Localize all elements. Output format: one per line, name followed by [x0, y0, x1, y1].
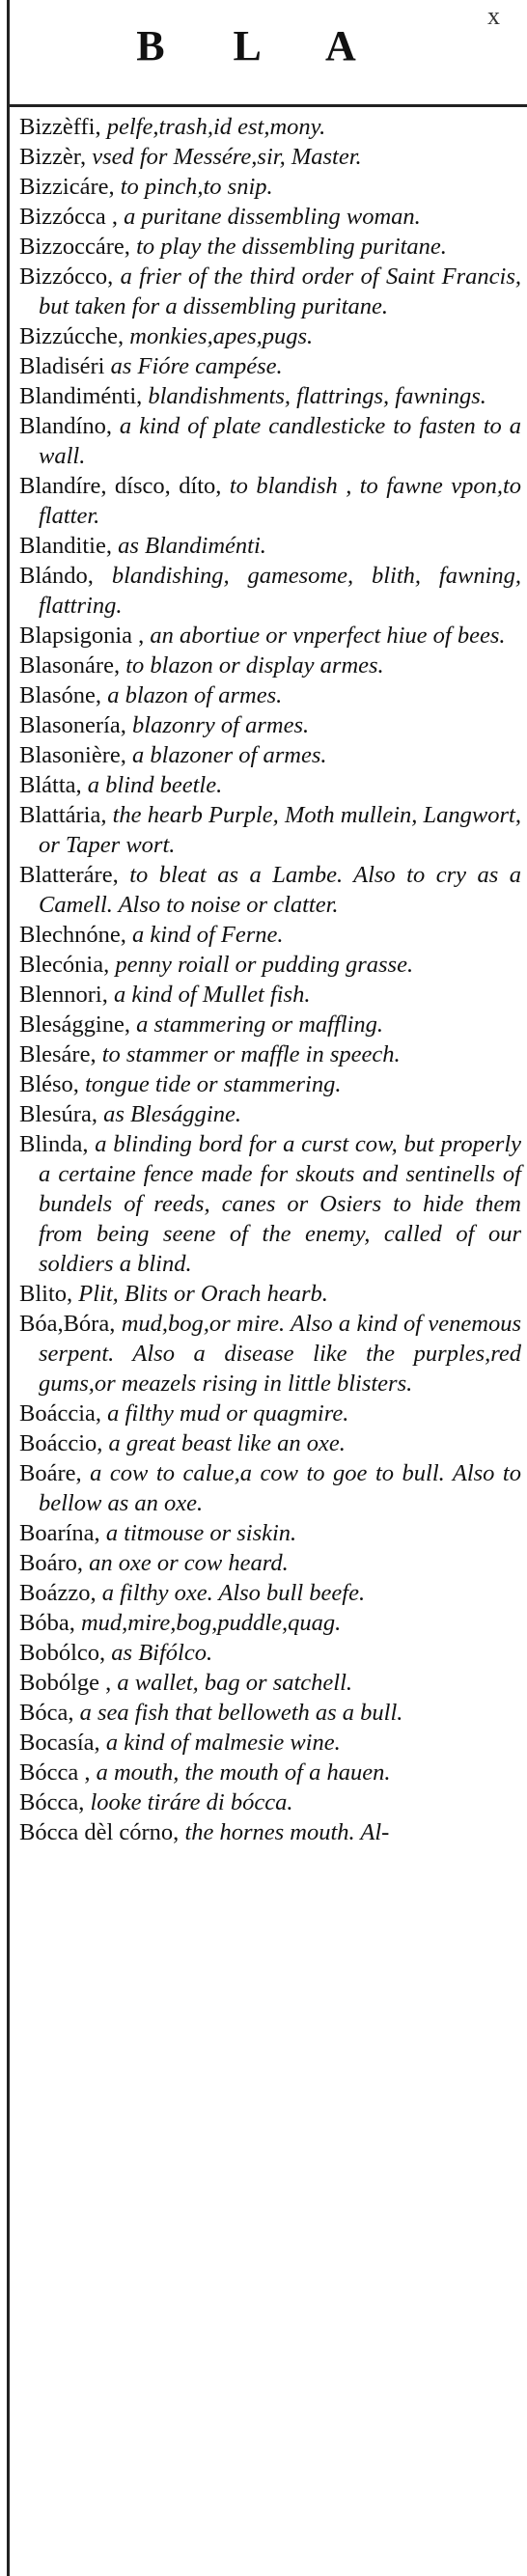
entry-definition: a stammering or maffling.: [136, 1011, 384, 1038]
entry-headword: Blesággine,: [19, 1011, 130, 1038]
entry-headword: Boázzo,: [19, 1580, 97, 1606]
entry-definition: a kind of plate candlesticke to fasten to a wall.: [39, 413, 521, 469]
entry-definition: as Fióre campése.: [110, 353, 283, 379]
entry-definition: to play the dissembling puritane.: [136, 234, 447, 260]
entry-definition: a kind of Mullet fish.: [114, 982, 311, 1008]
dictionary-entry: [19, 1069, 521, 1099]
entry-definition: a puritane dissembling woman.: [124, 204, 421, 230]
dictionary-entry: [19, 202, 521, 232]
entry-definition: pelfe,trash,id est,mony.: [106, 114, 326, 140]
left-border-rule: [7, 0, 10, 2576]
entry-headword: Bizzèffi,: [19, 114, 101, 140]
dictionary-entry: [19, 1428, 521, 1458]
page-header: B L A: [136, 22, 385, 69]
entry-definition: a filthy mud or quagmire.: [107, 1400, 349, 1426]
dictionary-entry: [19, 621, 521, 651]
dictionary-entry: [19, 321, 521, 351]
entry-definition: a sea fish that belloweth as a bull.: [79, 1700, 403, 1726]
entry-definition: a kind of Ferne.: [132, 922, 284, 948]
dictionary-entry: [19, 232, 521, 262]
entry-definition: to stammer or maffle in speech.: [101, 1041, 401, 1067]
entry-headword: Blasonière,: [19, 742, 126, 768]
dictionary-entry: [19, 920, 521, 950]
dictionary-entry: [19, 1728, 521, 1758]
dictionary-entry: [19, 1458, 521, 1518]
entry-definition: a kind of malmesie wine.: [105, 1730, 341, 1756]
dictionary-entry: [19, 710, 521, 740]
dictionary-entry: [19, 1758, 521, 1787]
header-rule: [7, 104, 527, 107]
dictionary-entry: [19, 1518, 521, 1548]
entry-definition: an oxe or cow heard.: [89, 1550, 289, 1576]
dictionary-entry: [19, 1787, 521, 1817]
dictionary-entry: [19, 651, 521, 680]
dictionary-entry: [19, 561, 521, 621]
dictionary-entry: [19, 860, 521, 920]
entry-definition: a blind beetle.: [87, 772, 223, 798]
dictionary-entry: [19, 1578, 521, 1608]
dictionary-entry: [19, 381, 521, 411]
entry-definition: mud,bog,or mire. Also a kind of venemous serpent. Also a disease like the purples,red gums,or meazels rising in little blisters.: [39, 1311, 522, 1397]
entry-headword: Bócca dèl córno,: [19, 1819, 180, 1845]
dictionary-entry: [19, 172, 521, 202]
entry-headword: Bladiséri: [19, 353, 105, 379]
entry-definition: a blinding bord for a curst cow, but properly a certaine fence made for skouts and sentinells of bundels of reeds, canes or Osiers to hide them from being seene of the enemy, called of our soldiers a blind.: [39, 1131, 521, 1277]
dictionary-entry: [19, 1698, 521, 1728]
dictionary-entry: [19, 950, 521, 980]
entry-headword: Blandiménti,: [19, 383, 143, 409]
dictionary-entry: [19, 1010, 521, 1039]
entry-headword: Boáccia,: [19, 1400, 102, 1426]
entry-definition: to bleat as a Lambe. Also to cry as a Camell. Also to noise or clatter.: [39, 862, 522, 918]
dictionary-entry: [19, 262, 521, 321]
entry-headword: Bocasía,: [19, 1730, 100, 1756]
entry-definition: vsed for Messére,sir, Master.: [92, 144, 362, 170]
entry-headword: Bóca,: [19, 1700, 74, 1726]
entry-definition: a filthy oxe. Also bull beefe.: [101, 1580, 366, 1606]
entry-definition: blandishments, flattrings, fawnings.: [148, 383, 486, 409]
corner-mark: x: [487, 2, 500, 30]
entry-headword: Bóba,: [19, 1610, 75, 1636]
entry-definition: a wallet, bag or satchell.: [117, 1670, 353, 1696]
entry-definition: as Bifólco.: [111, 1640, 213, 1666]
entry-definition: a great beast like an oxe.: [108, 1430, 346, 1456]
entry-headword: Bizzicáre,: [19, 174, 115, 200]
entry-definition: a blazoner of armes.: [132, 742, 327, 768]
entry-definition: mud,mire,bog,puddle,quag.: [80, 1610, 342, 1636]
entry-headword: Bócca,: [19, 1789, 85, 1815]
entry-definition: penny roiall or pudding grasse.: [115, 952, 414, 978]
entry-headword: Bobólco,: [19, 1640, 106, 1666]
entry-definition: blandishing, gamesome, blith, fawning, flattring.: [39, 563, 522, 619]
entry-definition: a frier of the third order of Saint Francis, but taken for a dissembling puritane.: [39, 263, 521, 319]
entry-headword: Blasóne,: [19, 682, 102, 708]
entry-headword: Bizzócca ,: [19, 204, 119, 230]
entry-headword: Blesúra,: [19, 1101, 97, 1127]
dictionary-entry: [19, 1309, 521, 1399]
entry-definition: as Blesággine.: [103, 1101, 241, 1127]
entry-headword: Blandíno,: [19, 413, 112, 439]
entry-headword: Blandíre, dísco, díto,: [19, 473, 222, 499]
entry-headword: Bizzoccáre,: [19, 234, 130, 260]
entry-list: [19, 112, 521, 1847]
entry-headword: Boarína,: [19, 1520, 100, 1546]
dictionary-entry: [19, 471, 521, 531]
entry-headword: Boáre,: [19, 1460, 82, 1486]
entry-headword: Blechnóne,: [19, 922, 126, 948]
entry-headword: Bléso,: [19, 1071, 79, 1097]
dictionary-entry: [19, 411, 521, 471]
entry-headword: Bóa,Bóra,: [19, 1311, 116, 1337]
dictionary-entry: [19, 1638, 521, 1668]
entry-definition: tongue tide or stammering.: [85, 1071, 342, 1097]
entry-definition: to blazon or display armes.: [125, 652, 384, 679]
entry-definition: the hornes mouth. Al-: [184, 1819, 390, 1845]
dictionary-entry: [19, 351, 521, 381]
dictionary-entry: [19, 1039, 521, 1069]
entry-definition: to blandish , to fawne vpon,to flatter.: [39, 473, 521, 529]
entry-definition: a mouth, the mouth of a hauen.: [96, 1759, 391, 1786]
entry-headword: Blecónia,: [19, 952, 110, 978]
entry-definition: a titmouse or siskin.: [105, 1520, 297, 1546]
entry-definition: the hearb Purple, Moth mullein, Langwort, or Taper wort.: [39, 802, 521, 858]
dictionary-entry: [19, 142, 521, 172]
entry-definition: a blazon of armes.: [107, 682, 283, 708]
dictionary-entry: [19, 1099, 521, 1129]
entry-definition: monkies,apes,pugs.: [129, 323, 314, 349]
entry-headword: Blapsigonia ,: [19, 623, 145, 649]
entry-headword: Blito,: [19, 1281, 73, 1307]
dictionary-entry: [19, 1608, 521, 1638]
dictionary-entry: [19, 1399, 521, 1428]
dictionary-entry: [19, 770, 521, 800]
dictionary-entry: [19, 1668, 521, 1698]
entry-headword: Bócca ,: [19, 1759, 91, 1786]
dictionary-entry: [19, 680, 521, 710]
entry-definition: Plit, Blits or Orach hearb.: [78, 1281, 328, 1307]
entry-definition: as Blandiménti.: [118, 533, 266, 559]
dictionary-entry: [19, 1279, 521, 1309]
entry-definition: a cow to calue,a cow to goe to bull. Also to bellow as an oxe.: [39, 1460, 521, 1516]
entry-headword: Blatteráre,: [19, 862, 119, 888]
dictionary-entry: [19, 740, 521, 770]
entry-headword: Bizzócco,: [19, 263, 114, 290]
dictionary-entry: [19, 980, 521, 1010]
entry-definition: looke tiráre di bócca.: [90, 1789, 293, 1815]
dictionary-entry: [19, 1129, 521, 1279]
entry-headword: Boáro,: [19, 1550, 83, 1576]
dictionary-entry: [19, 1817, 521, 1847]
entry-headword: Boáccio,: [19, 1430, 103, 1456]
entry-headword: Blasonáre,: [19, 652, 121, 679]
entry-headword: Blesáre,: [19, 1041, 97, 1067]
entry-headword: Blennori,: [19, 982, 108, 1008]
entry-headword: Blattária,: [19, 802, 107, 828]
entry-headword: Bizzúcche,: [19, 323, 125, 349]
entry-headword: Bizzèr,: [19, 144, 87, 170]
entry-headword: Bobólge ,: [19, 1670, 112, 1696]
entry-headword: Blasonería,: [19, 712, 126, 738]
dictionary-entry: [19, 1548, 521, 1578]
entry-definition: an abortiue or vnperfect hiue of bees.: [150, 623, 506, 649]
entry-headword: Blinda,: [19, 1131, 89, 1157]
entry-definition: blazonry of armes.: [132, 712, 310, 738]
dictionary-entry: [19, 800, 521, 860]
entry-headword: Blanditie,: [19, 533, 112, 559]
entry-definition: to pinch,to snip.: [120, 174, 273, 200]
entry-headword: Blándo,: [19, 563, 94, 589]
entry-headword: Blátta,: [19, 772, 82, 798]
dictionary-entry: [19, 112, 521, 142]
dictionary-entry: [19, 531, 521, 561]
